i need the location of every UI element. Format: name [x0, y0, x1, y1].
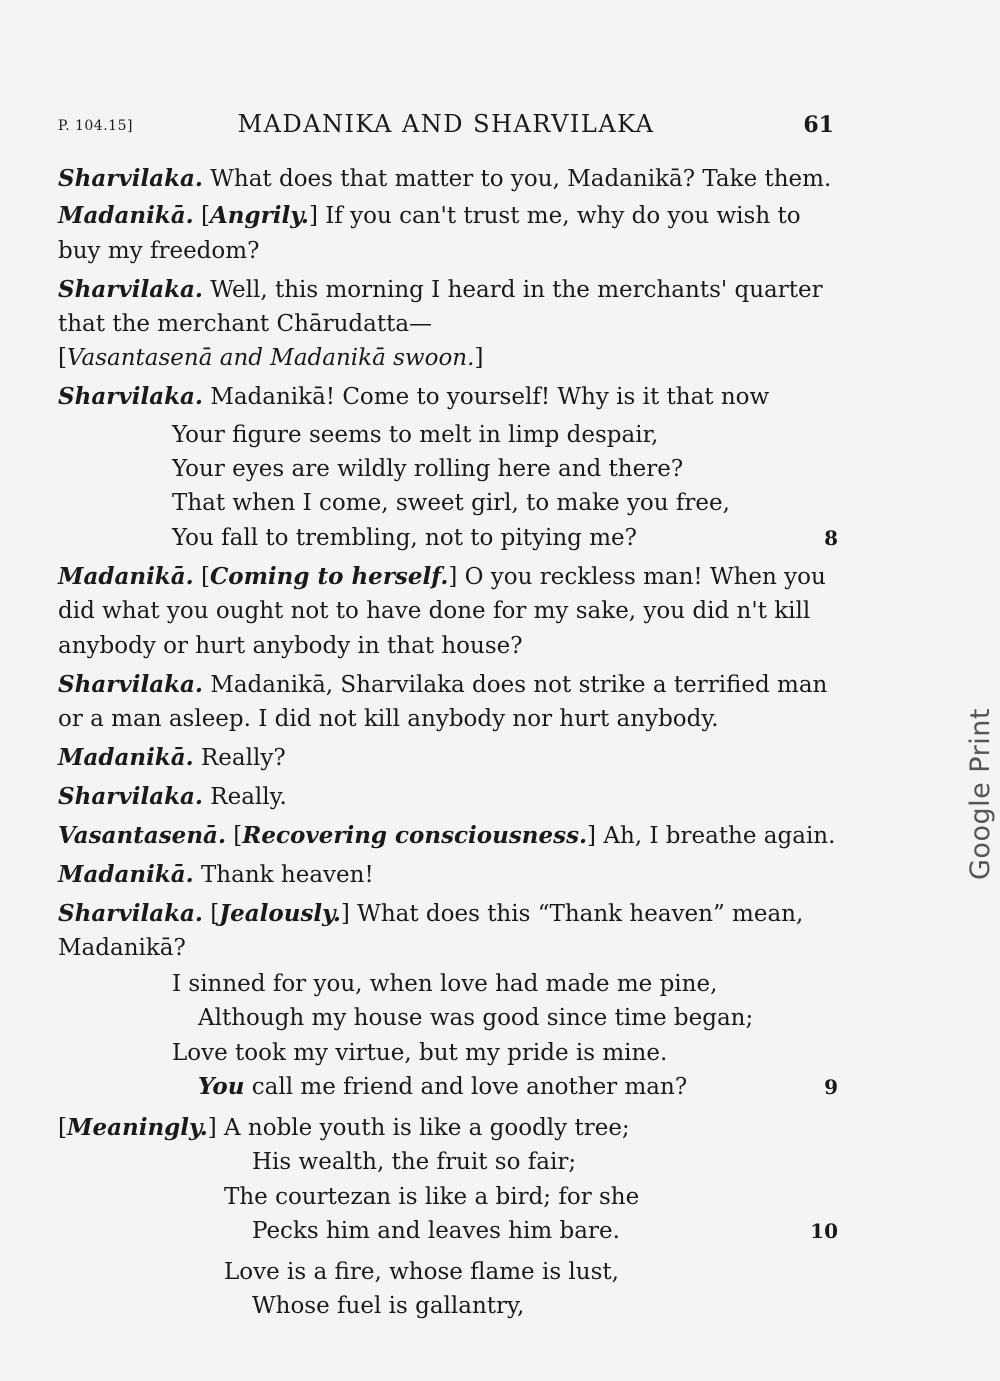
stage-direction: Meaningly.	[66, 1114, 208, 1141]
watermark: Google Print	[965, 708, 996, 880]
line-text: Really?	[193, 745, 286, 771]
bracket-open: [	[193, 203, 210, 229]
dialogue-line	[58, 821, 838, 851]
verse-line	[58, 488, 952, 518]
verse-line	[58, 1072, 838, 1102]
line-text: Really.	[202, 784, 287, 810]
line-text: Thank heaven!	[193, 862, 374, 888]
verse-line	[58, 1147, 1000, 1177]
bracket-open: [	[58, 1115, 67, 1141]
text-line	[58, 631, 838, 661]
line-text: I sinned for you, when love had made me pine,	[172, 971, 718, 997]
verse-line	[58, 454, 952, 484]
speaker-name: Sharvilaka.	[58, 276, 203, 303]
speaker-name: Madanikā.	[58, 861, 194, 888]
emphasis: You	[198, 1073, 245, 1100]
line-text: Love took my virtue, but my pride is mine.	[172, 1040, 668, 1066]
stage-direction: Jealously.	[219, 900, 341, 927]
speaker-name: Madanikā.	[58, 744, 194, 771]
line-text: That when I come, sweet girl, to make you free,	[172, 490, 730, 516]
dialogue-line	[58, 164, 838, 194]
page-number: 61	[803, 112, 834, 138]
dialogue-line	[58, 382, 838, 412]
speaker-name: Sharvilaka.	[58, 783, 203, 810]
dialogue-line	[58, 562, 838, 592]
line-text: What does that matter to you, Madanikā? Take them.	[202, 166, 832, 192]
speaker-name: Sharvilaka.	[58, 383, 203, 410]
speaker-name: Vasantasenā.	[58, 822, 226, 849]
line-text: or a man asleep. I did not kill anybody nor hurt anybody.	[58, 706, 719, 732]
page-reference: P. 104.15]	[58, 118, 133, 134]
line-text: Madanikā! Come to yourself! Why is it that now	[202, 384, 770, 410]
line-text: The courtezan is like a bird; for she	[224, 1184, 640, 1210]
line-text: Love is a fire, whose flame is lust,	[224, 1259, 619, 1285]
bracket-open: [	[225, 823, 243, 849]
line-text: ] Ah, I breathe again.	[587, 823, 836, 849]
verse-line	[58, 1182, 1000, 1212]
bracket-open: [	[193, 564, 210, 590]
line-text: ] O you reckless man! When you	[448, 564, 826, 590]
verse-number: 10	[810, 1219, 838, 1243]
text-line	[58, 596, 838, 626]
dialogue-line	[58, 670, 838, 700]
verse-line	[58, 420, 952, 450]
stage-direction: Angrily.	[209, 202, 309, 229]
bracket-open: [	[202, 901, 220, 927]
verse-number: 9	[824, 1075, 838, 1099]
line-text: buy my freedom?	[58, 238, 260, 264]
speaker-name: Sharvilaka.	[58, 165, 203, 192]
verse-line	[58, 1291, 1000, 1321]
line-text: Pecks him and leaves him bare.	[252, 1218, 620, 1244]
dialogue-line	[58, 899, 838, 929]
dialogue-line	[58, 201, 838, 231]
speaker-name: Madanikā.	[58, 202, 194, 229]
line-text: ] If you can't trust me, why do you wish to	[308, 203, 801, 229]
verse-line	[58, 1038, 952, 1068]
verse-line	[58, 1113, 838, 1143]
line-text: ] A noble youth is like a goodly tree;	[207, 1115, 630, 1141]
text-line	[58, 236, 838, 266]
bracket-open: [	[58, 345, 67, 371]
text-line	[58, 933, 838, 963]
line-text: His wealth, the fruit so fair;	[252, 1149, 577, 1175]
dialogue-line	[58, 860, 838, 890]
stage-direction: Vasantasenā and Madanikā swoon.	[66, 345, 475, 371]
verse-line	[58, 969, 952, 999]
verse-line	[58, 523, 838, 553]
speaker-name: Madanikā.	[58, 563, 194, 590]
page-header	[58, 110, 834, 142]
dialogue-line	[58, 275, 838, 305]
line-text: Madanikā?	[58, 935, 186, 961]
verse-line	[58, 1216, 838, 1246]
running-title: MADANIKA AND SHARVILAKA	[237, 110, 655, 138]
stage-direction: Recovering consciousness.	[242, 822, 588, 849]
verse-line	[58, 1257, 1000, 1287]
stage-direction-line	[58, 343, 838, 373]
line-text: Although my house was good since time began;	[198, 1005, 754, 1031]
line-text: did what you ought not to have done for my sake, you did n't kill	[58, 598, 811, 624]
line-text: Madanikā, Sharvilaka does not strike a terrified man	[202, 672, 828, 698]
speaker-name: Sharvilaka.	[58, 900, 203, 927]
line-text: Whose fuel is gallantry,	[252, 1293, 525, 1319]
speaker-name: Sharvilaka.	[58, 671, 203, 698]
text-line	[58, 309, 838, 339]
line-text: Well, this morning I heard in the merchants' quarter	[202, 277, 823, 303]
line-text: You fall to trembling, not to pitying me?	[172, 525, 637, 551]
verse-line	[58, 1003, 978, 1033]
line-text: Your figure seems to melt in limp despair,	[172, 422, 659, 448]
line-text: that the merchant Chārudatta—	[58, 311, 433, 337]
dialogue-line	[58, 743, 838, 773]
text-line	[58, 704, 838, 734]
line-text: call me friend and love another man?	[244, 1074, 688, 1100]
line-text: Your eyes are wildly rolling here and there?	[172, 456, 684, 482]
stage-direction: Coming to herself.	[209, 563, 449, 590]
verse-number: 8	[824, 526, 838, 550]
line-text: anybody or hurt anybody in that house?	[58, 633, 523, 659]
bracket-close: ]	[474, 345, 484, 371]
dialogue-line	[58, 782, 838, 812]
line-text: ] What does this “Thank heaven” mean,	[340, 901, 804, 927]
